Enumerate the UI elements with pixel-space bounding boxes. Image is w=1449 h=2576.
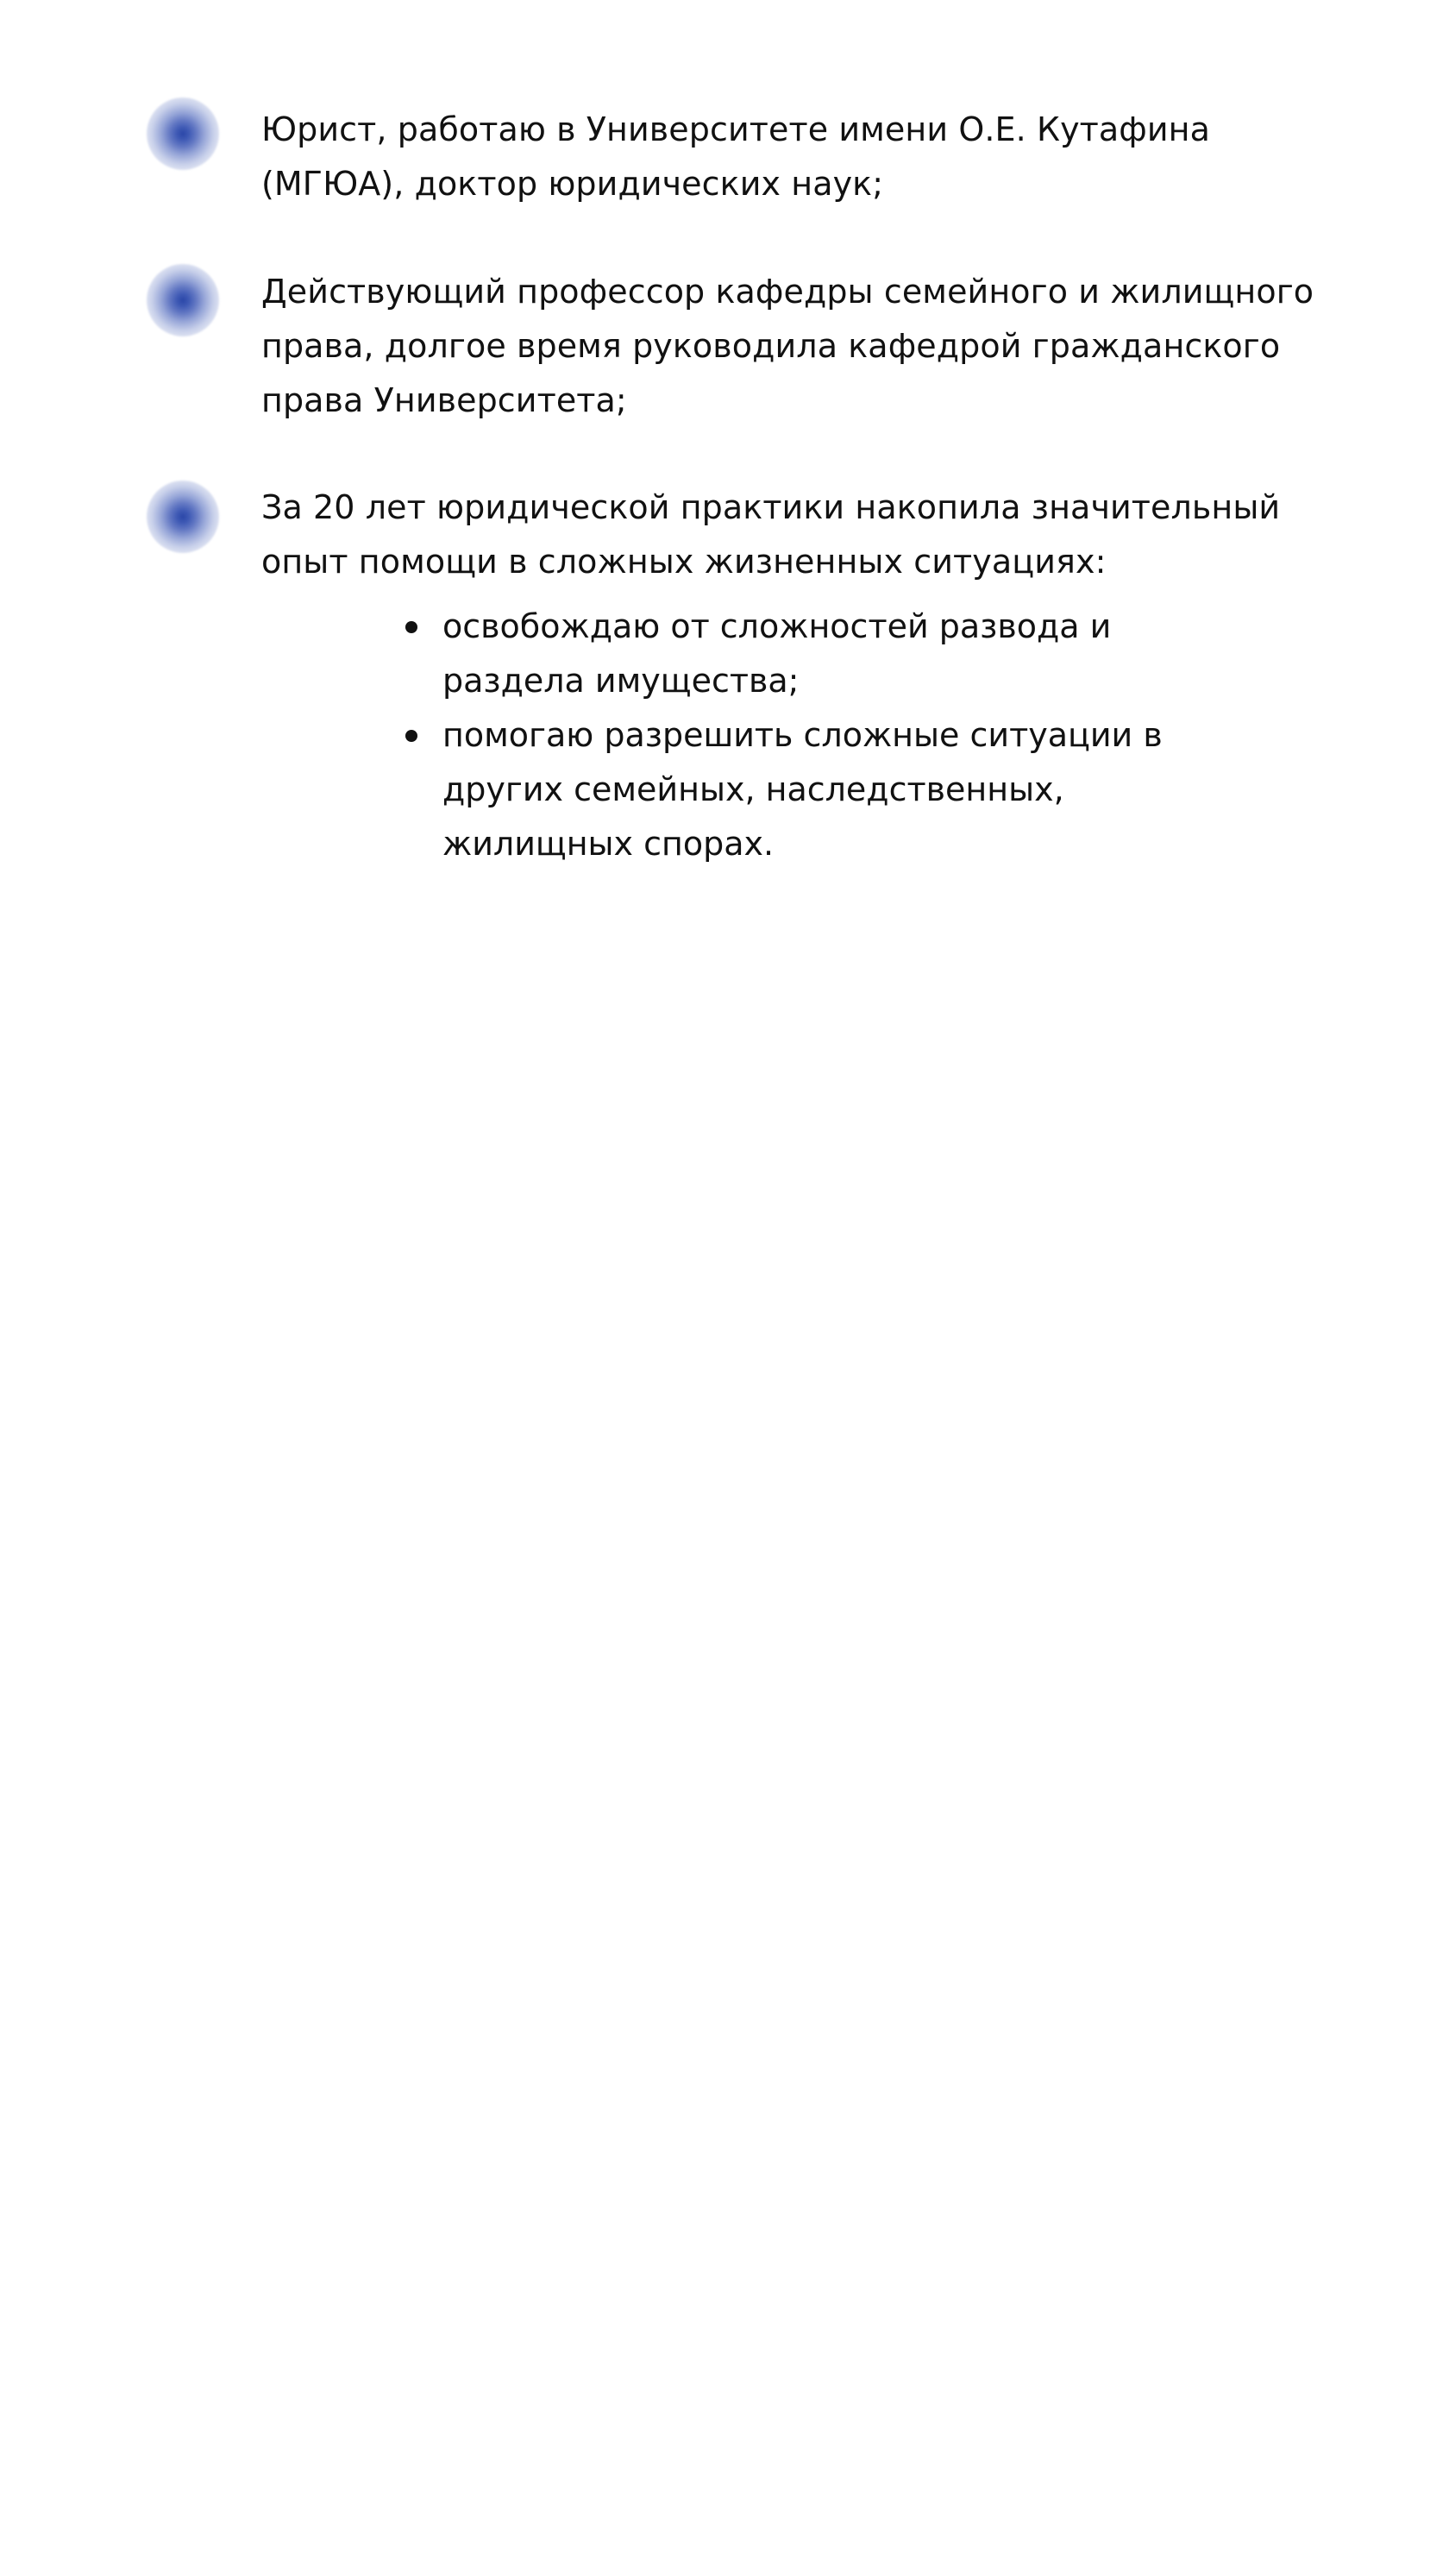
bullet-dot-icon [147, 264, 219, 336]
list-item-text: За 20 лет юридической практики накопила значительный опыт помощи в сложных жизненных ситуациях: [261, 488, 1281, 581]
sub-list-item-text: помогаю разрешить сложные ситуации в других семейных, наследственных, жилищных спорах. [442, 716, 1163, 863]
sub-bullet-icon [405, 621, 417, 633]
bullet-dot-icon [147, 481, 219, 553]
list-item-text: Действующий профессор кафедры семейного и жилищного права, долгое время руководила кафедрой гражданского права Университета; [261, 273, 1314, 419]
sub-bullet-icon [405, 730, 417, 742]
sub-list-item-text: освобождаю от сложностей развода и раздела имущества; [442, 607, 1112, 700]
bullet-dot-icon [147, 97, 219, 170]
list-item-text: Юрист, работаю в Университете имени О.Е. Кутафина (МГЮА), доктор юридических наук; [261, 110, 1210, 203]
